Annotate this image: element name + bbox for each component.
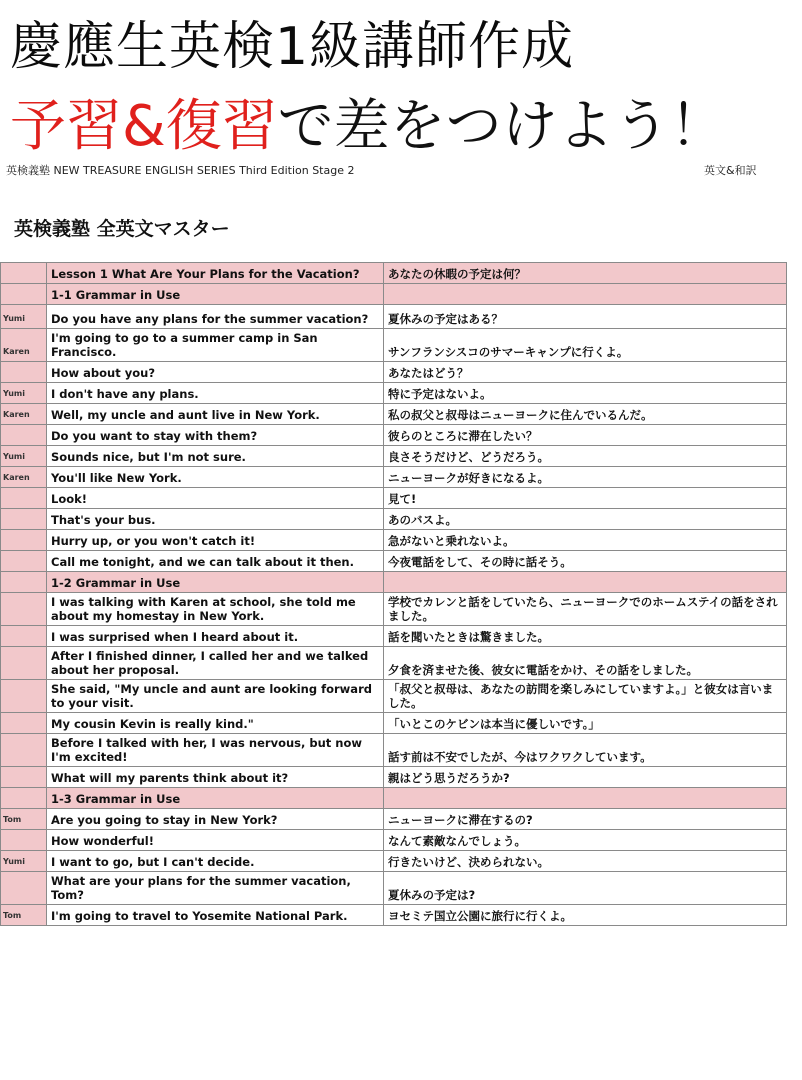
table-row	[1, 530, 787, 551]
series-right-label: 英文&和訳	[704, 164, 757, 177]
table-row	[1, 383, 787, 404]
english-cell: Are you going to stay in New York?	[47, 809, 384, 830]
speaker-cell: Karen	[1, 329, 47, 362]
english-cell: I was surprised when I heard about it.	[47, 626, 384, 647]
japanese-cell: 彼らのところに滞在したい？	[384, 425, 787, 446]
table-row	[1, 329, 787, 362]
english-cell: Sounds nice, but I'm not sure.	[47, 446, 384, 467]
japanese-cell: 今夜電話をして、その時に話そう。	[384, 551, 787, 572]
table-row	[1, 362, 787, 383]
series-label: 英検義塾 NEW TREASURE ENGLISH SERIES Third Edition Stage 2	[6, 164, 355, 177]
japanese-cell: ニューヨークが好きになるよ。	[384, 467, 787, 488]
speaker-cell	[1, 734, 47, 767]
english-cell: I was talking with Karen at school, she told me about my homestay in New York.	[47, 593, 384, 626]
japanese-cell: 親はどう思うだろうか?	[384, 767, 787, 788]
japanese-cell: サンフランシスコのサマーキャンプに行くよ。	[384, 329, 787, 362]
table-row	[1, 551, 787, 572]
speaker-cell	[1, 572, 47, 593]
english-cell: Do you want to stay with them?	[47, 425, 384, 446]
speaker-cell: Yumi	[1, 851, 47, 872]
section-header-row	[1, 263, 787, 284]
speaker-cell: Tom	[1, 809, 47, 830]
english-cell: Look!	[47, 488, 384, 509]
english-cell: She said, "My uncle and aunt are looking forward to your visit.	[47, 680, 384, 713]
english-cell: How about you?	[47, 362, 384, 383]
sentence-table-body	[1, 263, 787, 926]
table-row	[1, 446, 787, 467]
sentence-table	[0, 262, 787, 926]
speaker-cell	[1, 872, 47, 905]
page-subheading	[10, 92, 726, 162]
japanese-cell: あなたはどう？	[384, 362, 787, 383]
english-cell: I'm going to go to a summer camp in San Francisco.	[47, 329, 384, 362]
subheading-rest: で差をつけよう！	[277, 94, 726, 159]
speaker-cell	[1, 647, 47, 680]
english-cell: I want to go, but I can't decide.	[47, 851, 384, 872]
speaker-cell: Tom	[1, 905, 47, 926]
section-header-row	[1, 788, 787, 809]
speaker-cell	[1, 767, 47, 788]
english-cell: Do you have any plans for the summer vacation?	[47, 305, 384, 329]
japanese-cell	[384, 572, 787, 593]
speaker-cell	[1, 680, 47, 713]
table-row	[1, 626, 787, 647]
speaker-cell	[1, 362, 47, 383]
english-cell: Lesson 1 What Are Your Plans for the Vacation?	[47, 263, 384, 284]
sentence-table-wrapper	[0, 262, 786, 926]
section-header-row	[1, 572, 787, 593]
speaker-cell	[1, 488, 47, 509]
speaker-cell	[1, 830, 47, 851]
speaker-cell	[1, 551, 47, 572]
table-row	[1, 425, 787, 446]
english-cell: What will my parents think about it?	[47, 767, 384, 788]
speaker-cell	[1, 626, 47, 647]
english-cell: My cousin Kevin is really kind."	[47, 713, 384, 734]
speaker-cell	[1, 509, 47, 530]
japanese-cell: 特に予定はないよ。	[384, 383, 787, 404]
speaker-cell	[1, 593, 47, 626]
table-row	[1, 734, 787, 767]
japanese-cell: 夏休みの予定は?	[384, 872, 787, 905]
japanese-cell: あなたの休暇の予定は何？	[384, 263, 787, 284]
speaker-cell: Karen	[1, 404, 47, 425]
english-cell: I'm going to travel to Yosemite National Park.	[47, 905, 384, 926]
english-cell: After I finished dinner, I called her and we talked about her proposal.	[47, 647, 384, 680]
table-row	[1, 680, 787, 713]
speaker-cell	[1, 713, 47, 734]
table-row	[1, 509, 787, 530]
japanese-cell: 夕食を済ませた後、彼女に電話をかけ、その話をしました。	[384, 647, 787, 680]
table-row	[1, 593, 787, 626]
english-cell: 1-3 Grammar in Use	[47, 788, 384, 809]
japanese-cell: 見て!	[384, 488, 787, 509]
english-cell: How wonderful!	[47, 830, 384, 851]
english-cell: 1-1 Grammar in Use	[47, 284, 384, 305]
speaker-cell	[1, 284, 47, 305]
japanese-cell: 行きたいけど、決められない。	[384, 851, 787, 872]
table-row	[1, 809, 787, 830]
speaker-cell	[1, 530, 47, 551]
table-row	[1, 305, 787, 329]
english-cell: Call me tonight, and we can talk about it then.	[47, 551, 384, 572]
japanese-cell: 「叔父と叔母は、あなたの訪問を楽しみにしていますよ。」と彼女は言いました。	[384, 680, 787, 713]
table-row	[1, 467, 787, 488]
table-row	[1, 713, 787, 734]
table-row	[1, 404, 787, 425]
speaker-cell	[1, 263, 47, 284]
japanese-cell: あのバスよ。	[384, 509, 787, 530]
speaker-cell	[1, 788, 47, 809]
speaker-cell: Yumi	[1, 446, 47, 467]
japanese-cell: 話す前は不安でしたが、今はワクワクしています。	[384, 734, 787, 767]
japanese-cell: 「いとこのケビンは本当に優しいです。」	[384, 713, 787, 734]
japanese-cell: なんて素敵なんでしょう。	[384, 830, 787, 851]
japanese-cell: 夏休みの予定はある？	[384, 305, 787, 329]
english-cell: Hurry up, or you won't catch it!	[47, 530, 384, 551]
section-header-row	[1, 284, 787, 305]
table-row	[1, 872, 787, 905]
japanese-cell: ヨセミテ国立公園に旅行に行くよ。	[384, 905, 787, 926]
table-row	[1, 767, 787, 788]
speaker-cell: Karen	[1, 467, 47, 488]
japanese-cell: ニューヨークに滞在するの?	[384, 809, 787, 830]
english-cell: Well, my uncle and aunt live in New York.	[47, 404, 384, 425]
japanese-cell: 急がないと乗れないよ。	[384, 530, 787, 551]
japanese-cell: 良さそうだけど、どうだろう。	[384, 446, 787, 467]
speaker-cell: Yumi	[1, 305, 47, 329]
table-row	[1, 830, 787, 851]
table-row	[1, 851, 787, 872]
subheading-highlight: 予習&復習	[10, 94, 278, 159]
english-cell: You'll like New York.	[47, 467, 384, 488]
page-heading: 慶應生英検1級講師作成	[10, 17, 575, 77]
japanese-cell	[384, 788, 787, 809]
japanese-cell: 学校でカレンと話をしていたら、ニューヨークでのホームステイの話をされました。	[384, 593, 787, 626]
document-subtitle: 英検義塾 全英文マスター	[14, 218, 230, 240]
japanese-cell: 話を聞いたときは驚きました。	[384, 626, 787, 647]
english-cell: I don't have any plans.	[47, 383, 384, 404]
table-row	[1, 905, 787, 926]
japanese-cell	[384, 284, 787, 305]
table-row	[1, 647, 787, 680]
speaker-cell: Yumi	[1, 383, 47, 404]
speaker-cell	[1, 425, 47, 446]
english-cell: That's your bus.	[47, 509, 384, 530]
japanese-cell: 私の叔父と叔母はニューヨークに住んでいるんだ。	[384, 404, 787, 425]
english-cell: 1-2 Grammar in Use	[47, 572, 384, 593]
english-cell: What are your plans for the summer vacation, Tom?	[47, 872, 384, 905]
english-cell: Before I talked with her, I was nervous, but now I'm excited!	[47, 734, 384, 767]
table-row	[1, 488, 787, 509]
